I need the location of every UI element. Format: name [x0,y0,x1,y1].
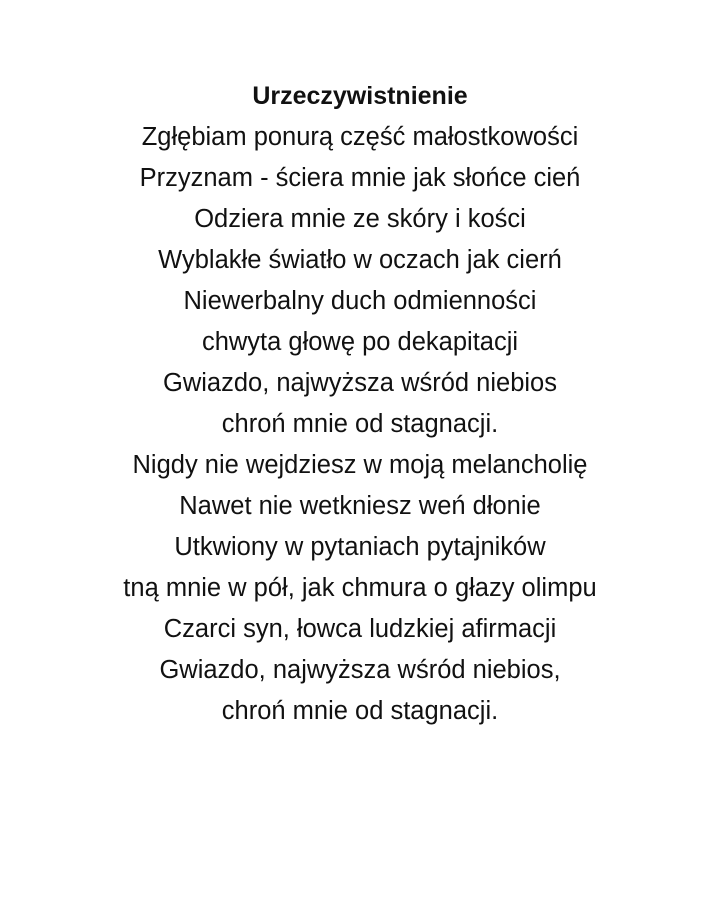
poem-line: Czarci syn, łowca ludzkiej afirmacji [163,615,557,643]
poem-line: chroń mnie od stagnacji. [221,697,499,725]
poem-line: Zgłębiam ponurą część małostkowości [141,123,579,151]
poem [0,76,720,732]
poem-line: Wyblakłe światło w oczach jak cierń [158,246,562,274]
poem-line: Gwiazdo, najwyższa wśród niebios [162,369,557,397]
poem-title: Urzeczywistnienie [252,82,468,110]
poem-line: tną mnie w pół, jak chmura o głazy olimpu [123,574,597,602]
poem-line: Niewerbalny duch odmienności [183,287,537,315]
poem-line: Nawet nie wetkniesz weń dłonie [179,492,541,520]
poem-line: Nigdy nie wejdziesz w moją melancholię [132,451,588,479]
poem-line: chwyta głowę po dekapitacji [201,328,519,356]
poem-line: Przyznam - ściera mnie jak słońce cień [139,164,581,192]
poem-lines [0,117,720,732]
poem-line: chroń mnie od stagnacji. [221,410,499,438]
poem-line: Utkwiony w pytaniach pytajników [174,533,546,561]
poem-line: Gwiazdo, najwyższa wśród niebios, [159,656,561,684]
poem-line: Odziera mnie ze skóry i kości [194,205,526,233]
